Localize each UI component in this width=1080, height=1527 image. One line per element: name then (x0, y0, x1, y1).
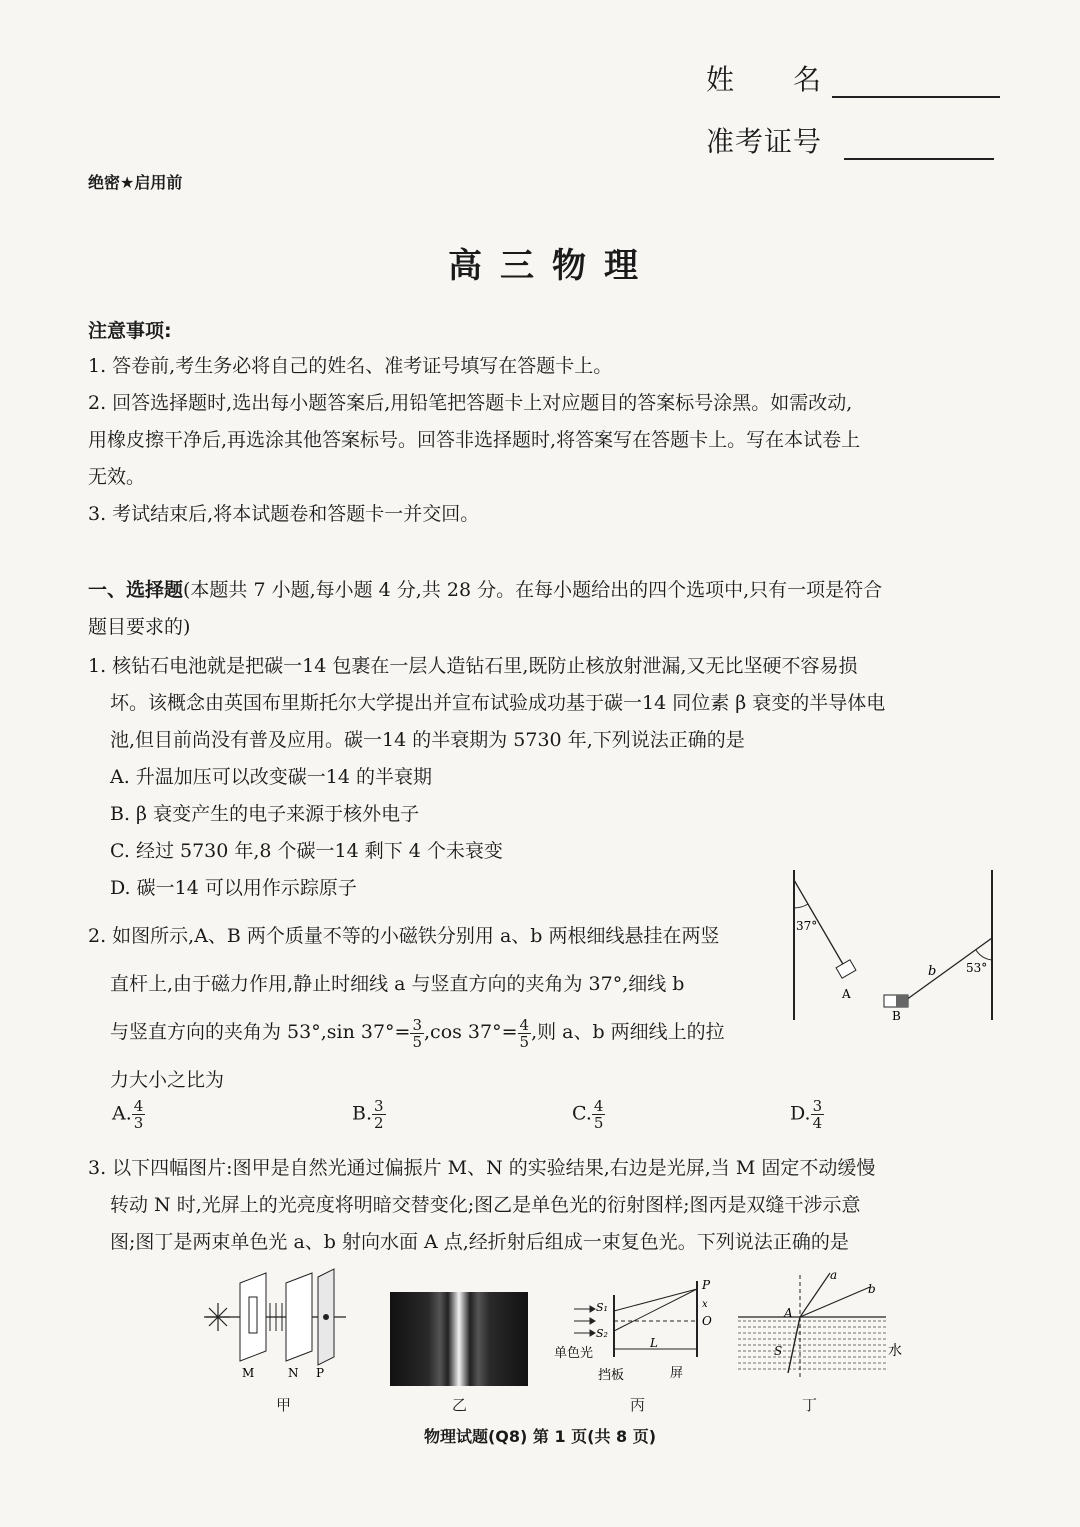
page-footer: 物理试题(Q8) 第 1 页(共 8 页) (423, 1427, 657, 1446)
label-x: x (702, 1299, 708, 1310)
q2-line3-b: ,cos 37°= (424, 1021, 518, 1043)
light-spot (323, 1314, 329, 1320)
q1-line2: 坏。该概念由英国布里斯托尔大学提出并宣布试验成功基于碳一14 同位素 β 衰变的半导体电 (110, 692, 886, 714)
question-2 (88, 912, 788, 1104)
q3-line2: 转动 N 时,光屏上的光亮度将明暗交替变化;图乙是单色光的衍射图样;图丙是双缝干涉示意 (110, 1194, 861, 1216)
section-1-title: 一、选择题 (88, 579, 184, 601)
secret-mark: 绝密★启用前 (88, 173, 183, 192)
caption-bing: 丙 (630, 1396, 646, 1414)
id-blank (844, 128, 994, 160)
incident-light-arrows (574, 1306, 595, 1336)
name-label: 姓 名 (706, 63, 823, 96)
name-field (706, 58, 1000, 98)
sin-fraction: $\frac{3}{5}$ (412, 1015, 423, 1051)
section-1-desc-2: 题目要求的) (88, 616, 191, 638)
caption-jia: 甲 (276, 1396, 292, 1414)
note-2-line3: 无效。 (88, 466, 146, 488)
q2-line3-a: 与竖直方向的夹角为 53°,sin 37°= (110, 1021, 411, 1043)
figure-jia-polarizers (200, 1265, 350, 1385)
id-field (706, 120, 994, 160)
water-surface-pattern (738, 1321, 886, 1369)
note-3: 3. 考试结束后,将本试题卷和答题卡一并交回。 (88, 503, 480, 525)
label-P-screen: P (702, 1278, 711, 1292)
ray-s1 (614, 1289, 697, 1311)
q2-option-c: C. $\frac{4}{5}$ (572, 1097, 604, 1132)
label-N: N (288, 1366, 299, 1380)
q2-option-a: A. $\frac{4}{3}$ (112, 1097, 144, 1132)
cos-fraction: $\frac{4}{5}$ (519, 1015, 530, 1051)
figure-yi-diffraction (390, 1292, 528, 1386)
q2-line3-c: ,则 a、b 两细线上的拉 (531, 1021, 725, 1043)
page-title: 高三物理 (448, 246, 656, 286)
q3-line1: 3. 以下四幅图片:图甲是自然光通过偏振片 M、N 的实验结果,右边是光屏,当 M 固定不动缓慢 (88, 1157, 876, 1179)
q2-option-d: D. $\frac{3}{4}$ (790, 1097, 823, 1132)
note-2-line1: 2. 回答选择题时,选出每小题答案后,用铅笔把答题卡上对应题目的答案标号涂黑。如需改动, (88, 392, 853, 414)
q1-option-b: B. β 衰变产生的电子来源于核外电子 (110, 803, 420, 825)
q1-line3: 池,但目前尚没有普及应用。碳一14 的半衰期为 5730 年,下列说法正确的是 (110, 729, 745, 751)
caption-ding: 丁 (802, 1396, 818, 1414)
ray-s2 (614, 1289, 697, 1331)
label-A-point: A (784, 1306, 793, 1320)
natural-light-icon (206, 1303, 230, 1331)
q2-figure (788, 868, 998, 1028)
name-blank (832, 66, 1000, 98)
polarizer-N (286, 1273, 312, 1361)
label-water: 水 (888, 1343, 902, 1359)
label-S1: S₁ (596, 1301, 608, 1314)
label-S2: S₂ (596, 1327, 608, 1340)
label-b: b (868, 1282, 876, 1296)
magnet-a (836, 960, 856, 978)
note-1: 1. 答卷前,考生务必将自己的姓名、准考证号填写在答题卡上。 (88, 355, 613, 377)
notes-title: 注意事项: (88, 320, 172, 342)
label-S: S (774, 1344, 783, 1358)
notes (88, 348, 1008, 533)
figure-ding-refraction (738, 1265, 908, 1385)
q1-option-c: C. 经过 5730 年,8 个碳一14 剩下 4 个未衰变 (110, 840, 503, 862)
polarizer-M (240, 1273, 266, 1361)
label-L: L (650, 1336, 658, 1350)
label-A: A (842, 987, 851, 1001)
section-1-desc-1: (本题共 7 小题,每小题 4 分,共 28 分。在每小题给出的四个选项中,只有一项是符合 (183, 579, 883, 601)
figure-bing-double-slit (552, 1275, 722, 1385)
note-2-line2: 用橡皮擦干净后,再选涂其他答案标号。回答非选择题时,将答案写在答题卡上。写在本试卷上 (88, 429, 861, 451)
question-3 (88, 1150, 1008, 1261)
q1-option-a: A. 升温加压可以改变碳一14 的半衰期 (110, 766, 433, 788)
label-a: a (830, 1268, 838, 1282)
magnet-b-pole (896, 995, 908, 1007)
angle-arc-a (794, 904, 808, 908)
q1-line1: 1. 核钻石电池就是把碳一14 包裹在一层人造钻石里,既防止核放射泄漏,又无比坚硬不容易损 (88, 655, 858, 677)
q2-line3 (88, 1008, 788, 1056)
label-screen: 屏 (670, 1366, 684, 1381)
angle-b-label: 53° (966, 961, 988, 975)
label-baffle: 挡板 (598, 1368, 625, 1383)
caption-yi: 乙 (452, 1396, 468, 1414)
label-mono-light: 单色光 (554, 1346, 594, 1361)
q2-option-b: B. $\frac{3}{2}$ (352, 1097, 384, 1132)
angle-arc-b (976, 950, 992, 960)
q2-line4: 力大小之比为 (110, 1069, 225, 1091)
q2-line2: 直杆上,由于磁力作用,静止时细线 a 与竖直方向的夹角为 37°,细线 b (110, 973, 685, 995)
id-label: 准考证号 (706, 125, 823, 158)
diffraction-pattern (390, 1292, 528, 1386)
label-P: P (316, 1366, 325, 1380)
q3-line3: 图;图丁是两束单色光 a、b 射向水面 A 点,经折射后组成一束复色光。下列说法正确的是 (110, 1231, 849, 1253)
q1-option-d: D. 碳一14 可以用作示踪原子 (110, 877, 357, 899)
label-M: M (242, 1366, 255, 1380)
section-1-heading (88, 572, 1008, 646)
angle-a-label: 37° (796, 919, 818, 933)
label-B: B (892, 1009, 901, 1023)
q2-line1: 2. 如图所示,A、B 两个质量不等的小磁铁分别用 a、b 两根细线悬挂在两竖 (88, 925, 720, 947)
string-b-label: b (928, 964, 937, 979)
label-O: O (702, 1314, 712, 1328)
